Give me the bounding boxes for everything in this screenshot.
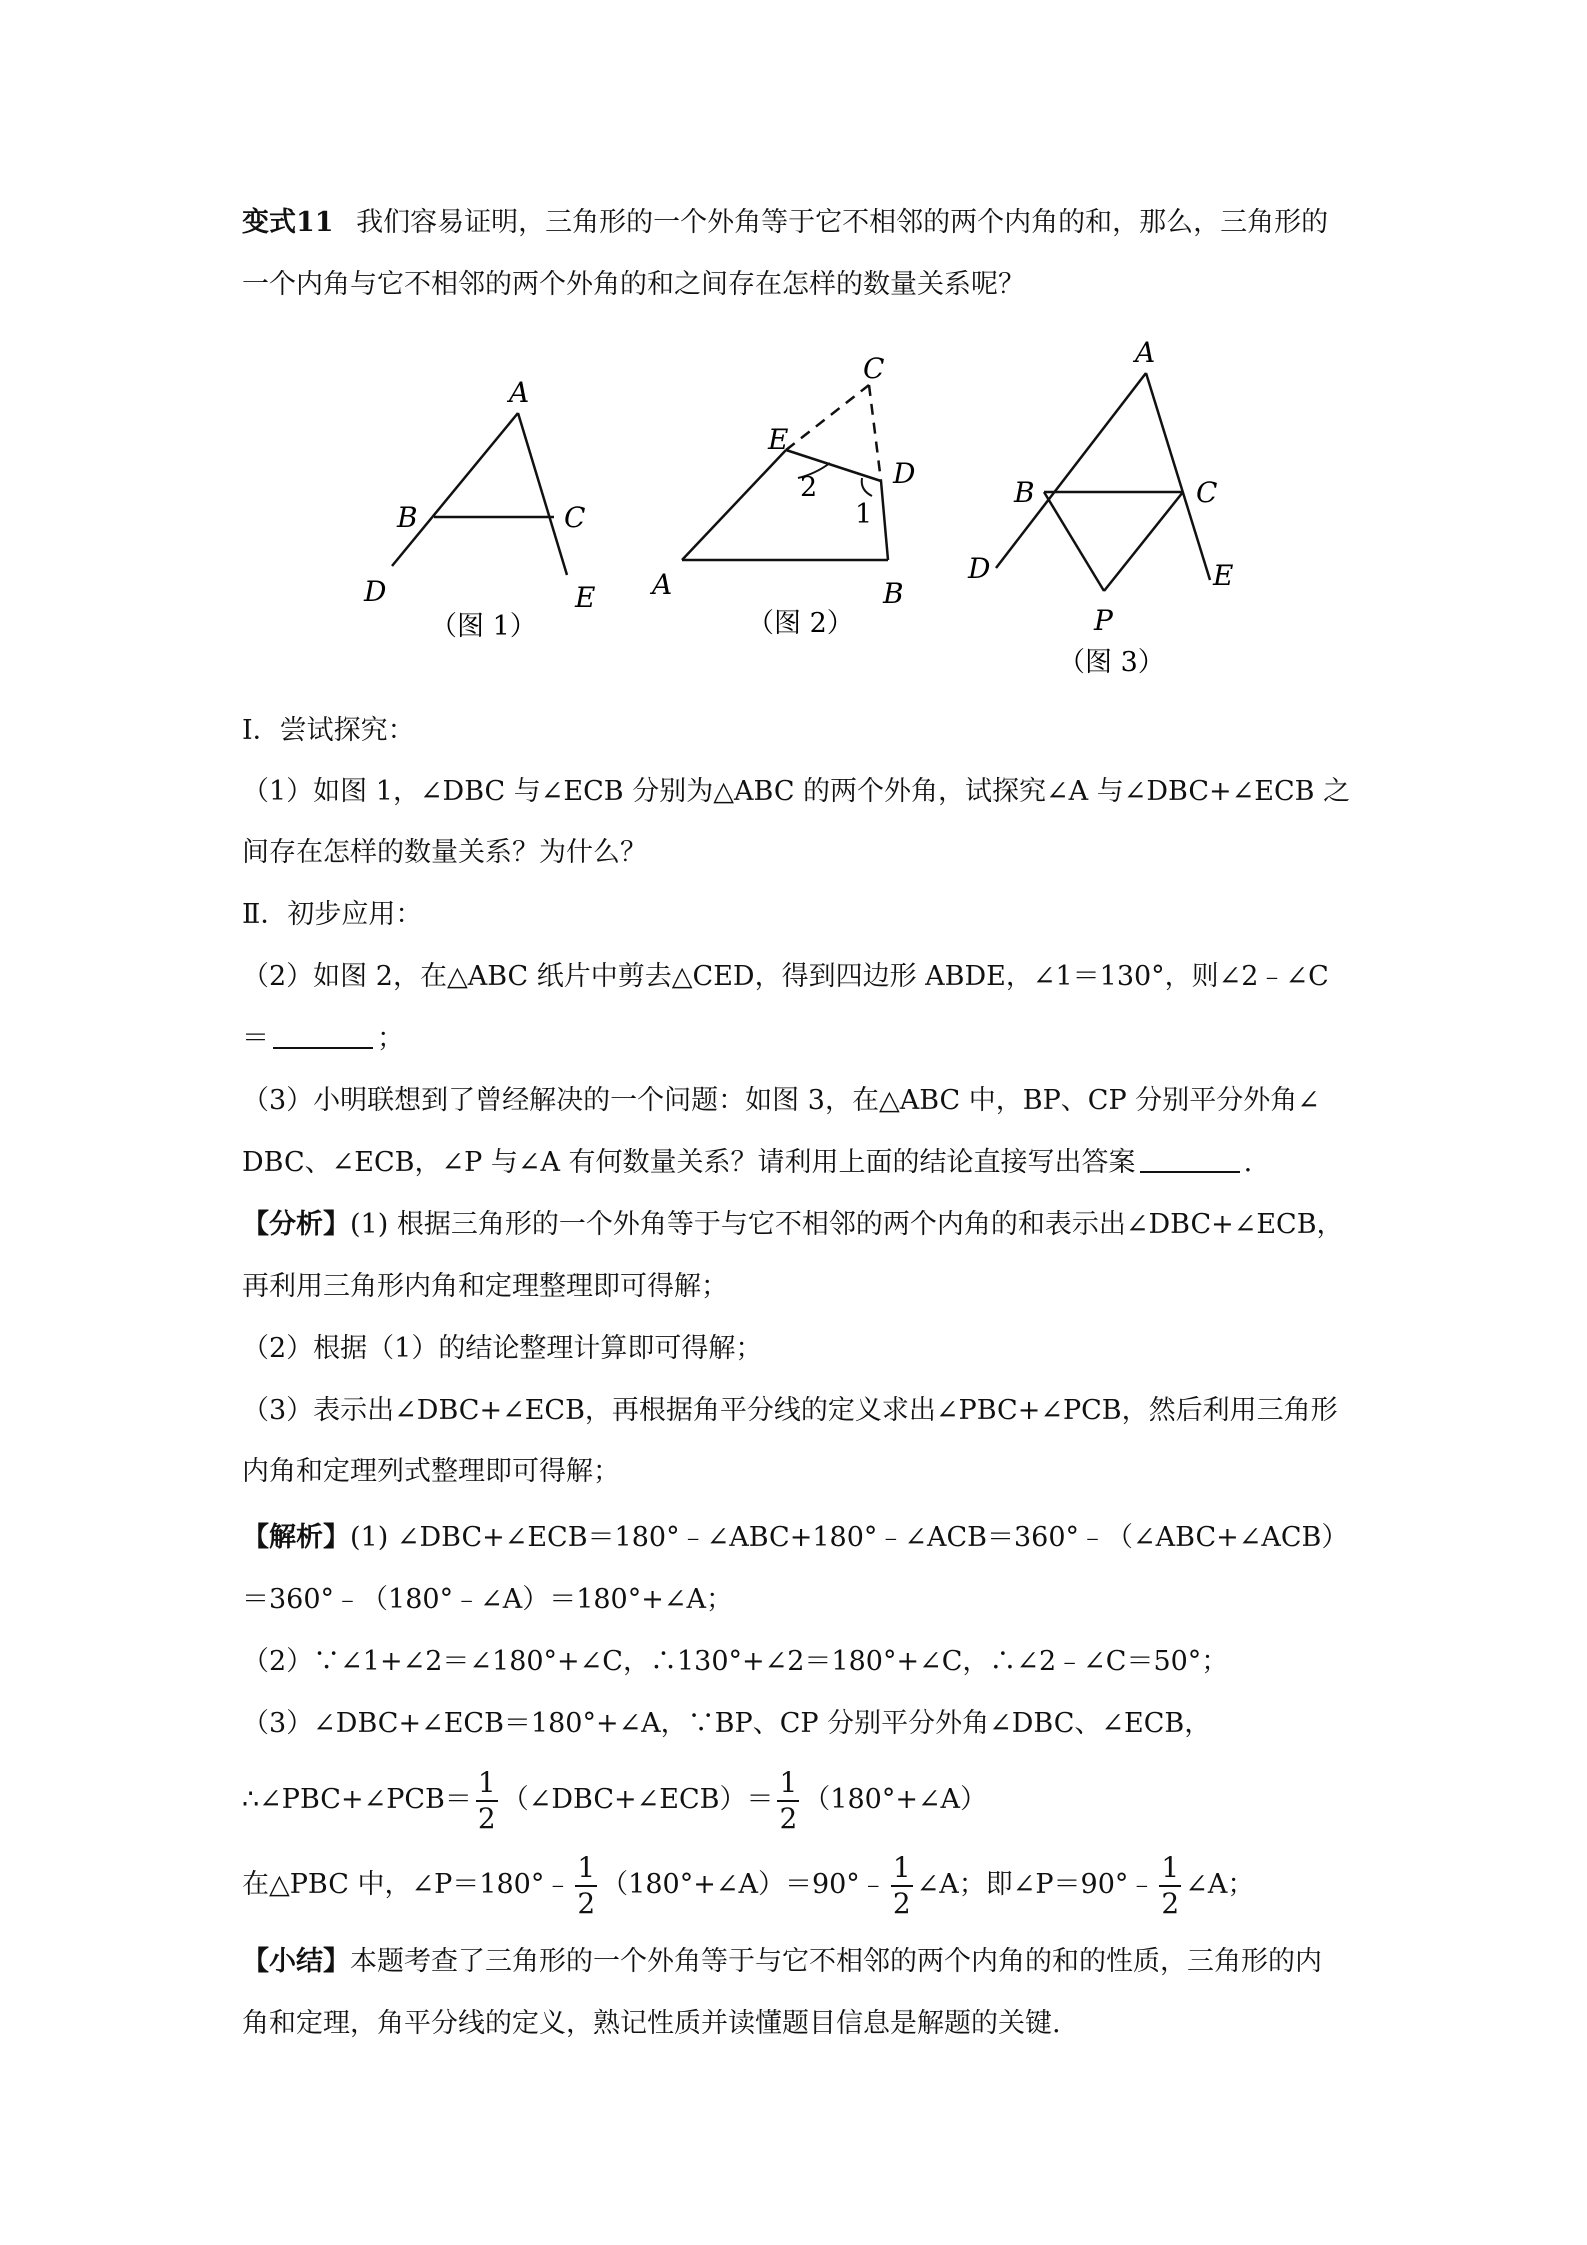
summary-text-1: 本题考查了三角形的一个外角等于与它不相邻的两个内角的和的性质，三角形的内 [350,1946,1322,1977]
question-1-line-2: 间存在怎样的数量关系？为什么？ [242,837,647,868]
analysis-tag: 【分析】 [242,1209,350,1240]
solution-line-6 [242,1845,1254,1925]
figures [0,330,1587,690]
solution-tag: 【解析】 [242,1522,350,1553]
solution-line-5 [242,1760,987,1840]
fraction-denominator: 2 [477,1801,496,1835]
fig3-label-a: A [1135,336,1156,369]
fraction-denominator: 2 [1161,1886,1180,1920]
summary-line-2: 角和定理，角平分线的定义，熟记性质并读懂题目信息是解题的关键. [242,2008,1061,2039]
summary-line-1 [242,1942,1322,1982]
fraction-half [476,1766,498,1836]
fig2-angle-2: 2 [800,472,818,503]
fig3-label-b: B [1014,476,1035,509]
solution-6d: ∠A； [1185,1869,1255,1900]
fraction-denominator: 2 [779,1801,798,1835]
solution-line-1 [242,1518,1348,1558]
fig1-caption: （图 1） [430,611,537,642]
question-3-end: . [1243,1147,1253,1178]
solution-line-4: （3）∠DBC+∠ECB＝180°+∠A，∵BP、CP 分别平分外角∠DBC、∠ECB， [242,1708,1212,1739]
fig3-label-d: D [968,552,991,585]
fig1-label-e: E [575,581,596,614]
fig3-label-e: E [1213,559,1234,592]
question-2-end: ； [377,1023,404,1054]
fig2-label-e: E [768,423,789,456]
question-2-equals: ＝ [242,1023,269,1054]
fraction-numerator: 1 [779,1765,798,1799]
fig3-caption: （图 3） [1058,647,1165,678]
fig2-caption: （图 2） [747,608,854,639]
fraction-half [575,1851,597,1921]
fig1-label-a: A [509,376,530,409]
solution-6c: ∠A；即∠P＝90°﹣ [916,1869,1156,1900]
fraction-denominator: 2 [577,1886,596,1920]
fraction-numerator: 1 [892,1850,911,1884]
analysis-text-1: (1) 根据三角形的一个外角等于与它不相邻的两个内角的和表示出∠DBC+∠ECB， [350,1209,1344,1240]
analysis-line-4: （3）表示出∠DBC+∠ECB，再根据角平分线的定义求出∠PBC+∠PCB，然后利用三角形 [242,1395,1338,1426]
solution-6a: 在△PBC 中，∠P＝180°﹣ [242,1869,572,1900]
fraction-numerator: 1 [577,1850,596,1884]
fig2-label-c: C [863,352,885,385]
question-3-line-2 [242,1143,1252,1183]
summary-tag: 【小结】 [242,1946,350,1977]
problem-line-1 [242,203,1328,243]
fig3-label-c: C [1196,476,1218,509]
fraction-numerator: 1 [1161,1850,1180,1884]
solution-5b: （∠DBC+∠ECB）＝ [501,1784,774,1815]
fraction-half [777,1766,799,1836]
analysis-line-2: 再利用三角形内角和定理整理即可得解； [242,1271,728,1302]
question-3-answer-blank[interactable] [1140,1143,1240,1173]
question-1-line-1: （1）如图 1，∠DBC 与∠ECB 分别为△ABC 的两个外角，试探究∠A 与∠DBC+∠ECB 之 [242,776,1351,807]
fig1-label-d: D [364,575,387,608]
section-1-title: Ⅰ．尝试探究： [242,715,415,746]
question-2-line-1: （2）如图 2，在△ABC 纸片中剪去△CED，得到四边形 ABDE，∠1＝130°，则∠2﹣∠C [242,961,1329,992]
fig3-label-p: P [1094,604,1113,637]
question-2-answer-blank[interactable] [273,1019,373,1049]
solution-line-2: ＝360°﹣（180°﹣∠A）＝180°+∠A； [242,1584,733,1615]
fig2-angle-1: 1 [855,499,873,530]
figure-2-drawing [682,385,888,560]
question-3-text: DBC、∠ECB，∠P 与∠A 有何数量关系？请利用上面的结论直接写出答案 [242,1147,1136,1178]
section-2-title: Ⅱ．初步应用： [242,899,423,930]
solution-6b: （180°+∠A）＝90°﹣ [601,1869,887,1900]
fig2-label-b: B [883,577,904,610]
solution-line-3: （2）∵∠1+∠2＝∠180°+∠C，∴130°+∠2＝180°+∠C，∴∠2﹣∠C＝50°； [242,1646,1229,1677]
problem-line-2: 一个内角与它不相邻的两个外角的和之间存在怎样的数量关系呢？ [242,269,1025,300]
figure-1-drawing [392,413,567,575]
fraction-denominator: 2 [892,1886,911,1920]
solution-text-1: (1) ∠DBC+∠ECB＝180°﹣∠ABC+180°﹣∠ACB＝360°﹣（∠ABC+∠ACB） [350,1522,1349,1553]
question-3-line-1: （3）小明联想到了曾经解决的一个问题：如图 3，在△ABC 中，BP、CP 分别平分外角∠ [242,1085,1320,1116]
fraction-numerator: 1 [477,1765,496,1799]
fig2-label-a: A [652,568,673,601]
fig2-label-d: D [893,457,916,490]
problem-title: 变式11 [242,207,334,238]
fig1-label-c: C [564,501,586,534]
question-2-line-2 [242,1019,404,1059]
fraction-half [891,1851,913,1921]
fig1-label-b: B [397,501,418,534]
solution-5c: （180°+∠A） [803,1784,988,1815]
problem-text-1: 我们容易证明，三角形的一个外角等于它不相邻的两个内角的和，那么，三角形的 [356,207,1329,238]
fraction-half [1159,1851,1181,1921]
analysis-line-1 [242,1205,1344,1245]
analysis-line-5: 内角和定理列式整理即可得解； [242,1456,620,1487]
solution-5a: ∴∠PBC+∠PCB＝ [242,1784,472,1815]
analysis-line-3: （2）根据（1）的结论整理计算即可得解； [242,1333,763,1364]
